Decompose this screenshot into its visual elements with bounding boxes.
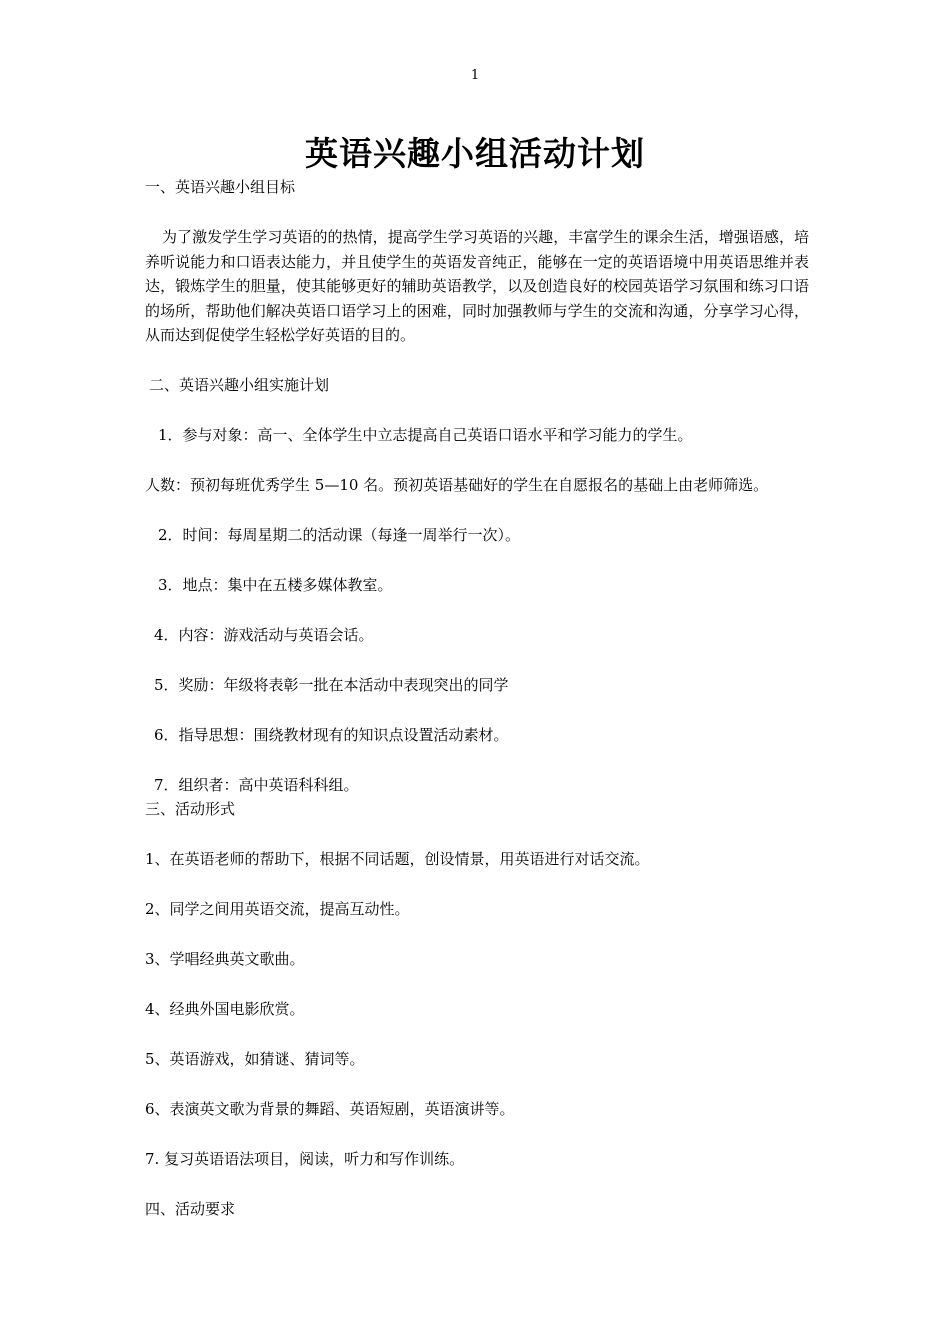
form-item: 4、经典外国电影欣赏。: [145, 1000, 305, 1018]
goal-paragraph: 为了激发学生学习英语的的热情，提高学生学习英语的兴趣，丰富学生的课余生活，增强语感，培养听说能力和口语表达能力，并且使学生的英语发音纯正，能够在一定的英语语境中用英语思维并表达，锻炼学生的胆量，使其能够更好的辅助英语教学，以及创造良好的校园英语学习氛围和练习口语的场所，帮助他们解决英语口语学习上的困难，同时加强教师与学生的交流和沟通，分享学习心得，从而达到促使学生轻松学好英语的目的。: [145, 228, 809, 344]
page-number: 1: [470, 68, 480, 83]
plan-item-guideline: 6．指导思想：围绕教材现有的知识点设置活动素材。: [154, 726, 509, 744]
form-item: 1、在英语老师的帮助下，根据不同话题，创设情景，用英语进行对话交流。: [145, 850, 650, 868]
plan-item-location: 3．地点：集中在五楼多媒体教室。: [158, 576, 393, 594]
plan-item-time: 2．时间：每周星期二的活动课（每逢一周举行一次）。: [158, 526, 521, 544]
section-heading-form: 三、活动形式: [145, 800, 236, 818]
form-item: 3、学唱经典英文歌曲。: [145, 950, 305, 968]
section-heading-plan: 二、英语兴趣小组实施计划: [149, 376, 330, 394]
plan-item-organizer: 7．组织者：高中英语科科组。: [154, 776, 359, 794]
form-item: 2、同学之间用英语交流，提高互动性。: [145, 900, 410, 918]
form-item: 6、表演英文歌为背景的舞蹈、英语短剧，英语演讲等。: [145, 1100, 515, 1118]
plan-item-headcount: 人数：预初每班优秀学生 5—10 名。预初英语基础好的学生在自愿报名的基础上由老师筛选。: [145, 476, 769, 494]
section-heading-goal: 一、英语兴趣小组目标: [145, 178, 296, 196]
plan-item-content: 4．内容：游戏活动与英语会话。: [154, 626, 374, 644]
form-item: 5、英语游戏，如猜谜、猜词等。: [145, 1050, 365, 1068]
section-heading-requirements: 四、活动要求: [145, 1200, 236, 1218]
plan-item-participants: 1．参与对象：高一、全体学生中立志提高自己英语口语水平和学习能力的学生。: [158, 426, 693, 444]
document-title: 英语兴趣小组活动计划: [305, 134, 645, 173]
form-item: 7. 复习英语语法项目，阅读，听力和写作训练。: [145, 1150, 465, 1168]
plan-item-reward: 5．奖励：年级将表彰一批在本活动中表现突出的同学: [154, 676, 509, 694]
